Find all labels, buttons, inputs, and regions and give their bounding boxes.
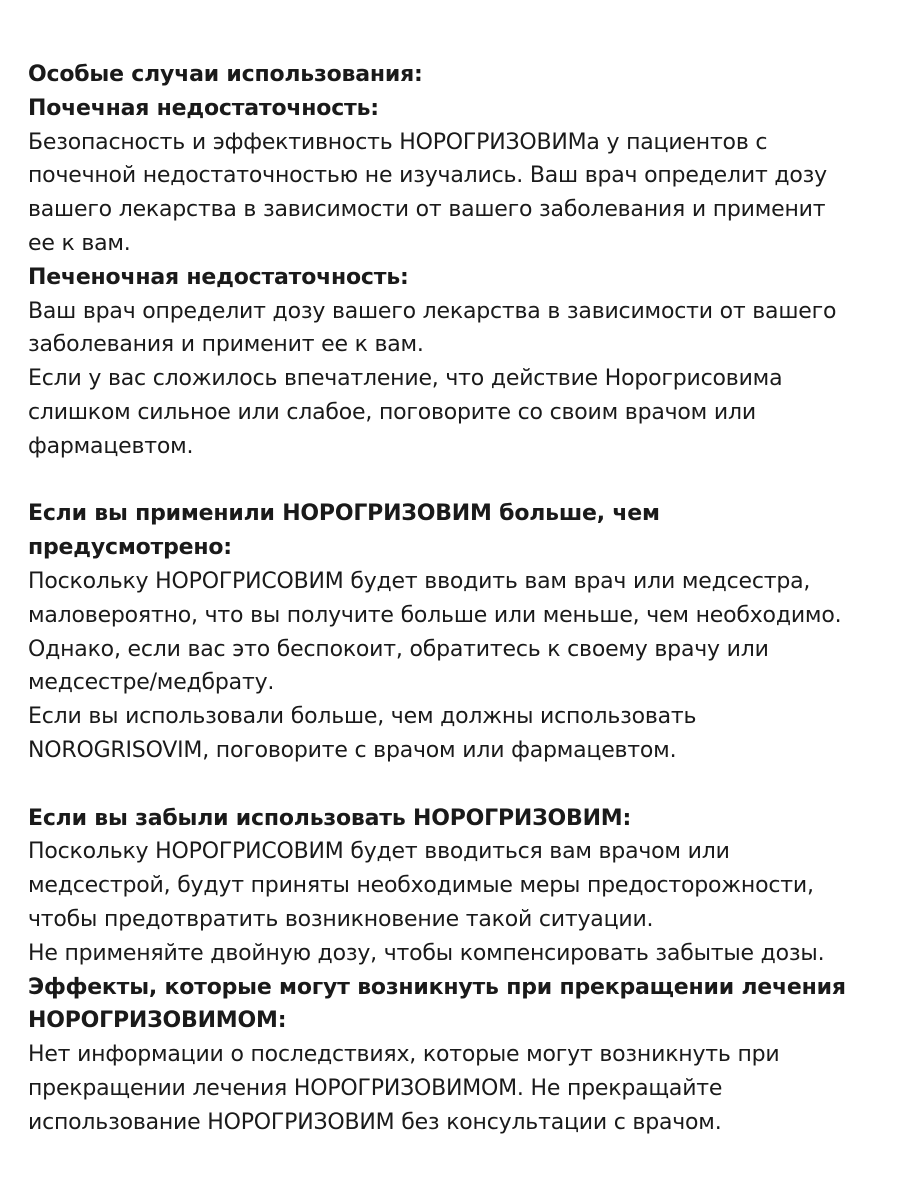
hepatic-text-line: заболевания и применит ее к вам.: [28, 332, 424, 358]
paragraph-gap: [28, 768, 872, 802]
missed-dose-heading: Если вы забыли использовать НОРОГРИЗОВИМ:: [28, 805, 632, 831]
stop-treatment-heading-line: НОРОГРИЗОВИМОМ:: [28, 1008, 287, 1034]
special-cases-heading: Особые случаи использования:: [28, 62, 423, 87]
missed-dose-text-line: медсестрой, будут приняты необходимые меры предосторожности,: [28, 873, 814, 899]
renal-text-line: Безопасность и эффективность НОРОГРИЗОВИМа у пациентов с: [28, 129, 768, 155]
paragraph-gap: [28, 464, 872, 498]
missed-dose-text-line: чтобы предотвратить возникновение такой ситуации.: [28, 906, 654, 932]
missed-dose-text-line: Не применяйте двойную дозу, чтобы компенсировать забытые дозы.: [28, 940, 825, 966]
renal-text-line: вашего лекарства в зависимости от вашего заболевания и применит: [28, 197, 826, 223]
renal-text-line: ее к вам.: [28, 230, 131, 256]
hepatic-text-line: Ваш врач определит дозу вашего лекарства в зависимости от вашего: [28, 298, 837, 324]
stop-treatment-text-line: Нет информации о последствиях, которые могут возникнуть при: [28, 1042, 780, 1068]
overdose-text-line: медсестре/медбрату.: [28, 670, 275, 696]
hepatic-text-line: Если у вас сложилось впечатление, что действие Норогрисовима: [28, 366, 783, 392]
overdose-text-line: Однако, если вас это беспокоит, обратитесь к своему врачу или: [28, 636, 769, 662]
overdose-heading-line: Если вы применили НОРОГРИЗОВИМ больше, чем: [28, 501, 660, 527]
overdose-text-line: Если вы использовали больше, чем должны использовать: [28, 704, 697, 730]
section-missed-dose: [28, 802, 872, 1140]
section-special-cases: [28, 58, 872, 464]
section-overdose: [28, 497, 872, 767]
overdose-text-line: Поскольку НОРОГРИСОВИМ будет вводить вам врач или медсестра,: [28, 568, 811, 594]
renal-insufficiency-heading: Почечная недостаточность:: [28, 95, 379, 121]
stop-treatment-text-line: прекращении лечения НОРОГРИЗОВИМОМ. Не прекращайте: [28, 1075, 723, 1101]
hepatic-text-line: фармацевтом.: [28, 433, 194, 459]
overdose-text-line: NOROGRISOVIM, поговорите с врачом или фармацевтом.: [28, 737, 677, 763]
overdose-text-line: маловероятно, что вы получите больше или меньше, чем необходимо.: [28, 602, 842, 628]
missed-dose-text-line: Поскольку НОРОГРИСОВИМ будет вводиться вам врачом или: [28, 839, 730, 865]
hepatic-text-line: слишком сильное или слабое, поговорите со своим врачом или: [28, 399, 756, 425]
renal-text-line: почечной недостаточностью не изучались. Ваш врач определит дозу: [28, 163, 827, 189]
hepatic-insufficiency-heading: Печеночная недостаточность:: [28, 264, 409, 290]
overdose-heading-line: предусмотрено:: [28, 535, 232, 561]
stop-treatment-heading-line: Эффекты, которые могут возникнуть при прекращении лечения: [28, 974, 846, 1000]
stop-treatment-text-line: использование НОРОГРИЗОВИМ без консультации с врачом.: [28, 1109, 722, 1135]
